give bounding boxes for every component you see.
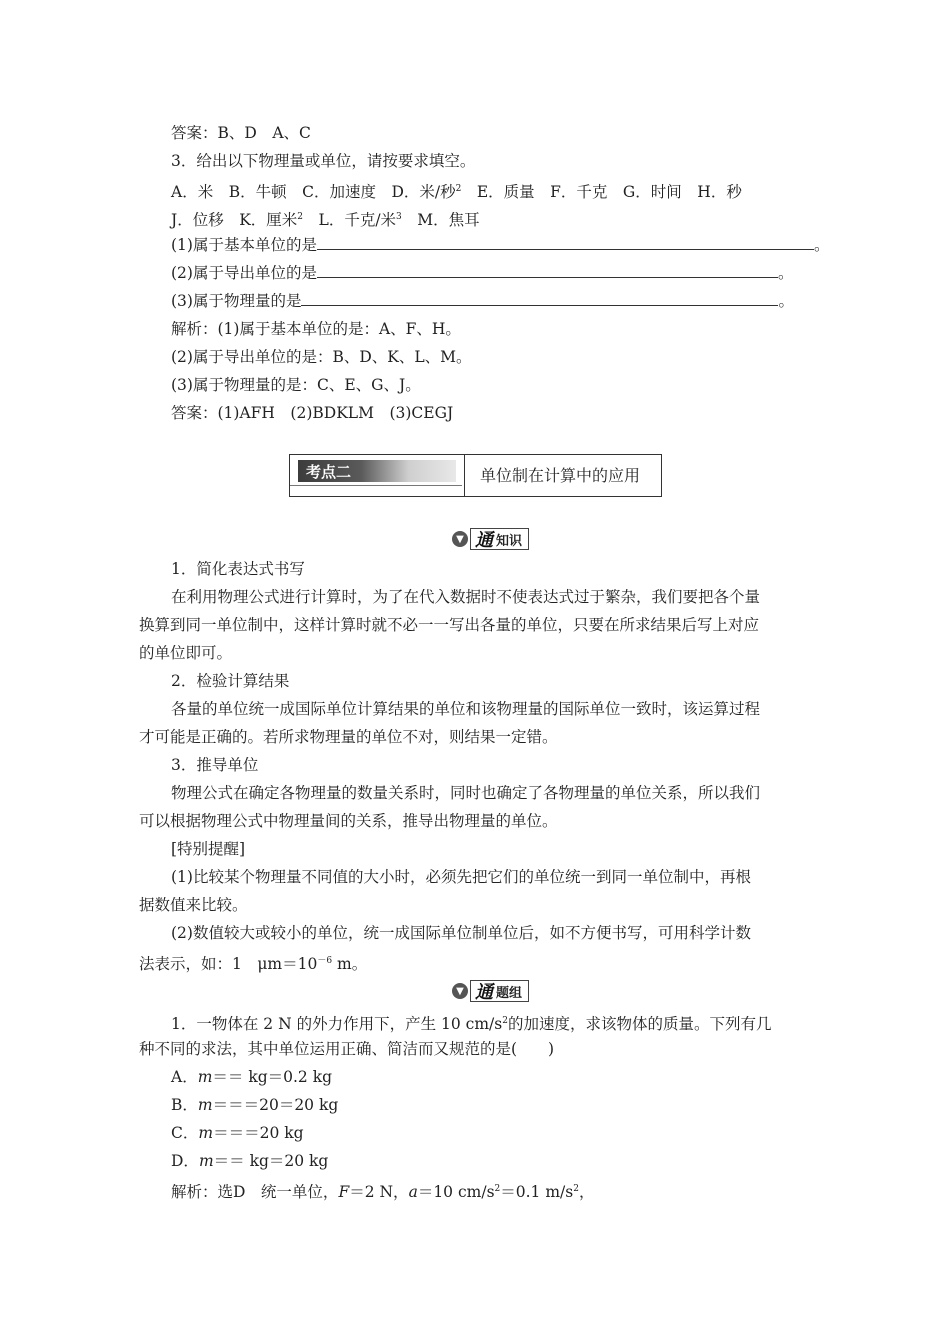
special-reminder: [特别提醒] [171, 840, 246, 858]
knowledge-paragraph: 各量的单位统一成国际单位计算结果的单位和该物理量的国际单位一致时，该运算过程 [171, 700, 761, 718]
knowledge-paragraph: 物理公式在确定各物理量的数量关系时，同时也确定了各物理量的单位关系，所以我们 [171, 784, 761, 802]
previous-answer: 答案：B、D A、C [171, 124, 311, 142]
topic-tag-area [290, 455, 465, 496]
topic-title: 单位制在计算中的应用 [480, 466, 641, 485]
fill-blank-3: (3)属于物理量的是 。 [171, 292, 794, 310]
knowledge-heading-2: 2．检验计算结果 [171, 672, 290, 690]
section-header-knowledge: ▼ 通 知识 [452, 527, 529, 551]
q3-answer: 答案：(1)AFH (2)BDKLM (3)CEGJ [171, 404, 454, 422]
q3-analysis-1: 解析：(1)属于基本单位的是：A、F、H。 [171, 320, 461, 338]
fill-blank-1: (1)属于基本单位的是 。 [171, 236, 830, 254]
knowledge-paragraph: 在利用物理公式进行计算时，为了在代入数据时不使表达式过于繁杂，我们要把各个量 [171, 588, 761, 606]
blank-line [317, 263, 778, 278]
chevron-down-icon: ▼ [452, 531, 468, 547]
option-d: D．m＝＝ kg＝20 kg [171, 1152, 329, 1170]
reminder-text: 法表示，如：1 $\mu m=10^{-6}$ m。 [139, 955, 368, 973]
question-3-options-line1: A．米 B．牛顿 C．加速度 D．米/秒$^2$ E．质量 F．千克 G．时间 H．秒 [171, 183, 742, 201]
topic-box [289, 454, 662, 497]
knowledge-heading-3: 3．推导单位 [171, 756, 259, 774]
option-c: C．m＝＝＝20 kg [171, 1124, 304, 1142]
q3-analysis-3: (3)属于物理量的是：C、E、G、J。 [171, 376, 421, 394]
topic-tag: 考点二 [298, 460, 456, 482]
knowledge-paragraph: 才可能是正确的。若所求物理量的单位不对，则结果一定错。 [139, 728, 558, 746]
q3-analysis-2: (2)属于导出单位的是：B、D、K、L、M。 [171, 348, 472, 366]
option-a: A．m＝＝ kg＝0.2 kg [171, 1068, 333, 1086]
question-3-options-line2: J．位移 K．厘米$^2$ L．千克/米$^3$ M．焦耳 [171, 211, 480, 229]
knowledge-heading-1: 1．简化表达式书写 [171, 560, 305, 578]
knowledge-paragraph: 换算到同一单位制中，这样计算时就不必一一写出各量的单位，只要在所求结果后写上对应 [139, 616, 760, 634]
divider [290, 485, 462, 486]
reminder-text: 据数值来比较。 [139, 896, 248, 914]
blank-line [301, 291, 778, 306]
option-b: B．m＝＝＝20＝20 kg [171, 1096, 339, 1114]
section-header-problems: ▼ 通 题组 [452, 979, 529, 1003]
problem-1-stem-cont: 种不同的求法，其中单位运用正确、简洁而又规范的是( ) [139, 1040, 555, 1058]
fill-blank-2: (2)属于导出单位的是 。 [171, 264, 794, 282]
reminder-text: (2)数值较大或较小的单位，统一成国际单位制单位后，如不方便书写，可用科学计数 [171, 924, 751, 942]
blank-line [317, 235, 814, 250]
knowledge-paragraph: 可以根据物理公式中物理量间的关系，推导出物理量的单位。 [139, 812, 558, 830]
knowledge-paragraph: 的单位即可。 [139, 644, 233, 662]
reminder-text: (1)比较某个物理量不同值的大小时，必须先把它们的单位统一到同一单位制中，再根 [171, 868, 751, 886]
problem-1-analysis: 解析：选D 统一单位，F＝2 N，a＝10 $cm/s^2=0.1$ $m/s^2$， [171, 1183, 595, 1201]
chevron-down-icon: ▼ [452, 983, 468, 999]
question-3-stem: 3．给出以下物理量或单位，请按要求填空。 [171, 152, 476, 170]
problem-1-stem: 1．一物体在 2 N 的外力作用下，产生 10 $cm/s^2$的加速度，求该物体的质量。下列有几 [171, 1015, 772, 1033]
